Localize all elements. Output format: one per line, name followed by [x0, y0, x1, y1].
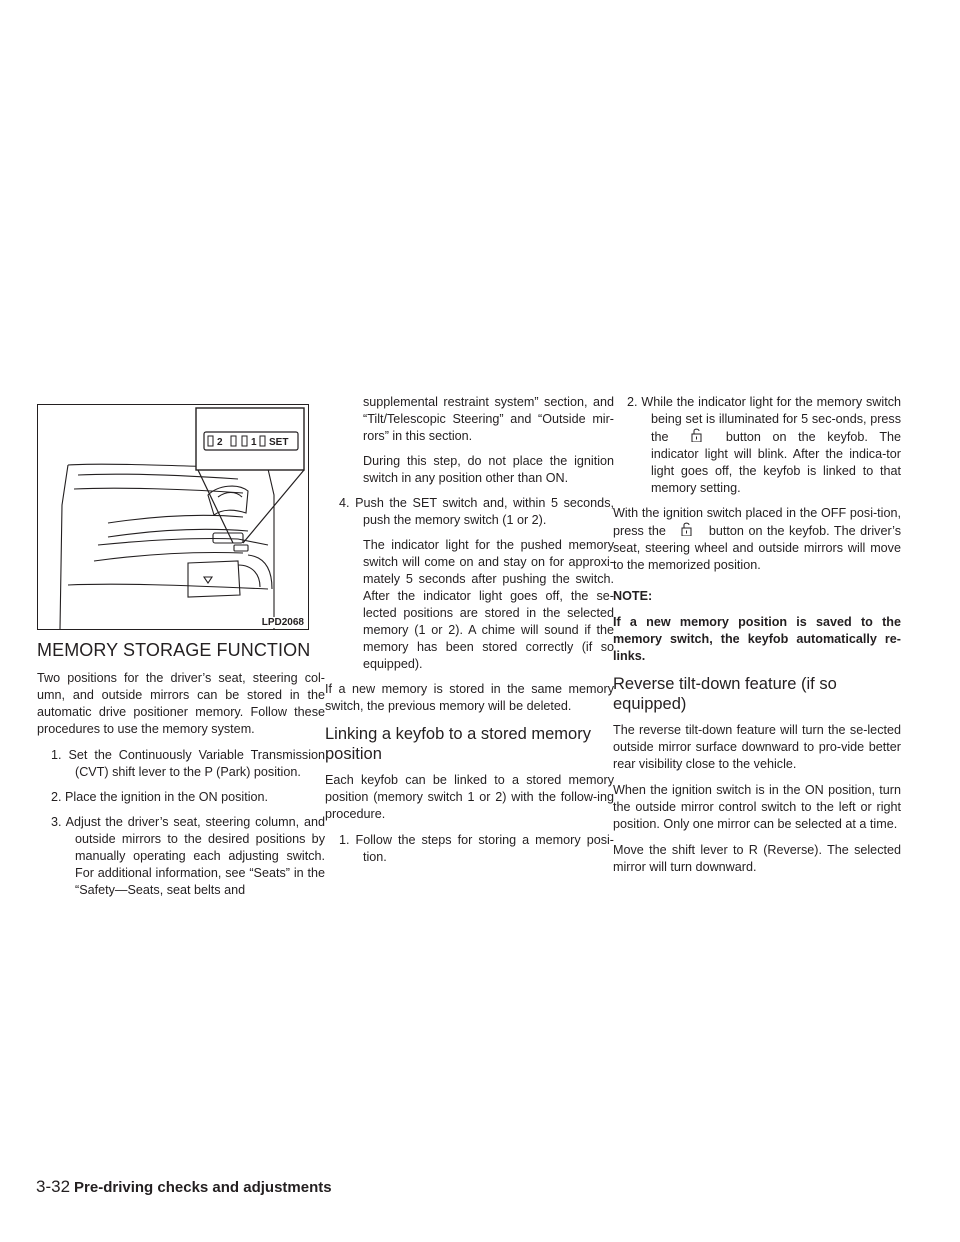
switch-label-2: 2	[217, 437, 223, 448]
note-text: If a new memory position is saved to the memory switch, the keyfob automatically re-links.	[613, 615, 901, 663]
linking-intro: Each keyfob can be linked to a stored memory position (memory switch 1 or 2) with the follow-ing procedure.	[325, 773, 614, 821]
page-footer	[36, 1177, 332, 1197]
step-1: 1. Set the Continuously Variable Transmission (CVT) shift lever to the P (Park) position.	[51, 748, 325, 779]
linking-step-1: 1. Follow the steps for storing a memory posi-tion.	[339, 833, 614, 864]
switch-label-set: SET	[269, 437, 289, 448]
column-1	[37, 634, 325, 907]
door-panel-illustration	[38, 405, 308, 629]
column-2	[325, 394, 614, 874]
linking-step-2	[613, 394, 901, 497]
step-3-note: During this step, do not place the ignition switch in any position other than ON.	[363, 454, 614, 485]
section-heading-memory-storage: MEMORY STORAGE FUNCTION	[37, 640, 311, 660]
switch-label-1: 1	[251, 437, 257, 448]
reverse-tilt-paragraph-3: Move the shift lever to R (Reverse). The selected mirror will turn downward.	[613, 843, 901, 874]
page-number: 3-32	[36, 1177, 71, 1196]
step-4-note: The indicator light for the pushed memory switch will come on and stay on for approxi-mately 5 seconds after pushing the switch. After the indicator light goes off, the se-lected positions are stored in the selected memory (1 or 2). A chime will sound if the memory has been stored correctly (if so equipped).	[363, 538, 614, 671]
note-title: NOTE:	[613, 589, 653, 603]
keyfob-unlock-icon	[680, 428, 714, 442]
reverse-tilt-paragraph-2: When the ignition switch is in the ON position, turn the outside mirror control switch to the left or right position. Only one mirror can be selected at a time.	[613, 783, 901, 831]
intro-paragraph: Two positions for the driver’s seat, steering col-umn, and outside mirrors can be stored in the automatic drive positioner memory. Follow these procedures to use the memory system.	[37, 671, 325, 736]
column-3	[613, 394, 901, 885]
keyfob-unlock-icon-2	[670, 522, 704, 536]
linking-step-2-text-a: 2. While the indicator light for the memory switch being set is illuminated for 5 sec-onds, press the	[627, 395, 901, 444]
step-2: 2. Place the ignition in the ON position.	[51, 790, 269, 804]
step-4: 4. Push the SET switch and, within 5 seconds, push the memory switch (1 or 2).	[339, 496, 614, 527]
off-position-text-b: button on the keyfob. The driver’s seat, steering wheel and outside mirrors will move to the memorized position.	[613, 524, 901, 572]
off-position-text-a: With the ignition switch placed in the OFF posi-tion, press the	[613, 506, 901, 538]
reverse-tilt-paragraph-1: The reverse tilt-down feature will turn the se-lected outside mirror surface downward to pro-vide better rear visibility close to the vehicle.	[613, 723, 901, 771]
overwrite-paragraph: If a new memory is stored in the same memory switch, the previous memory will be deleted.	[325, 682, 614, 713]
subheading-linking-keyfob: Linking a keyfob to a stored memory position	[325, 725, 591, 763]
step-3-continued: supplemental restraint system” section, and “Tilt/Telescopic Steering” and “Outside mir-rors” in this section.	[363, 395, 614, 443]
off-position-paragraph	[613, 505, 901, 574]
door-panel-figure	[37, 404, 309, 630]
figure-code: LPD2068	[261, 617, 304, 628]
subheading-reverse-tilt-down: Reverse tilt-down feature (if so equipped)	[613, 675, 837, 713]
section-title: Pre-driving checks and adjustments	[74, 1179, 332, 1196]
linking-step-2-text-b: button on the keyfob. The indicator light will blink. After the indica-tor light goes off, the keyfob is linked to that memory setting.	[651, 430, 902, 495]
step-3: 3. Adjust the driver’s seat, steering column, and outside mirrors to the desired positions by manually operating each adjusting switch. For additional information, see “Seats” in the “Safety—Seats, seat belts and	[51, 815, 325, 897]
